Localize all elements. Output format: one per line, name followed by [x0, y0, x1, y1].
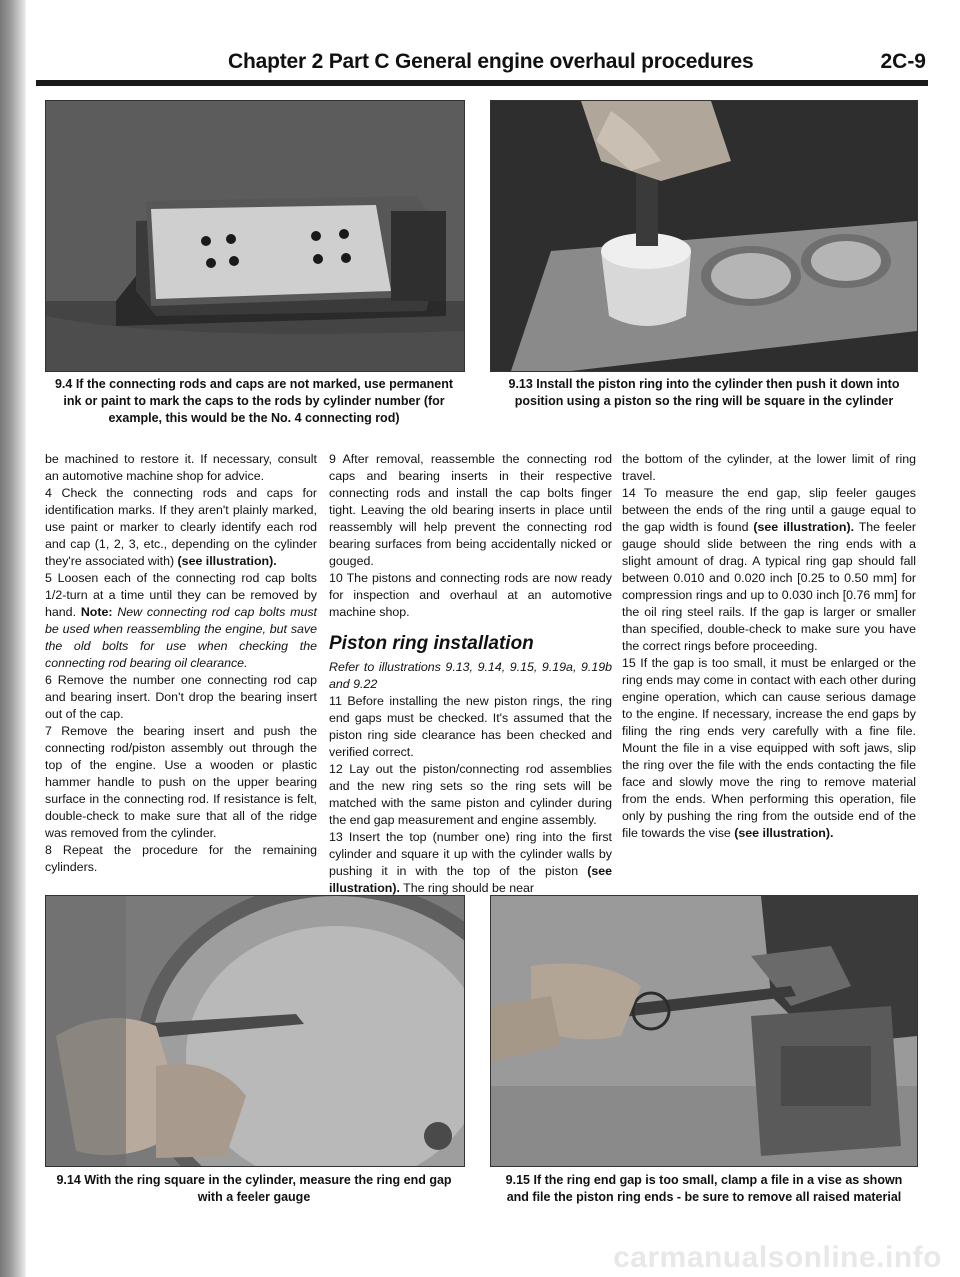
note-label: Note:: [80, 605, 113, 619]
figure-9-4-photo: [45, 100, 465, 372]
page-binding-shadow: [0, 0, 26, 1277]
figure-9-15-photo: [490, 895, 918, 1167]
section-heading: Piston ring installation: [329, 633, 534, 654]
figure-9-14-photo: [45, 895, 465, 1167]
paragraph-step-9: 9 After removal, reassemble the connecting rod caps and bearing inserts in their respective connecting rods and install the cap bolts finger tight. Leaving the old bearing inserts in place until reassembly will help prevent the connecting rod bearing surfaces from being accidentally nicked or gouged.: [329, 452, 612, 568]
illustration-reference: (see illustration).: [753, 520, 855, 534]
watermark-text: carmanualsonline.info: [613, 1241, 942, 1274]
paragraph-text: 14 To measure the end gap, slip feeler gauges between the ends of the ring until a gauge equal to the gap width is found: [622, 486, 916, 534]
connecting-rod-cap-photo: [46, 101, 464, 371]
paragraph-text: 13 Insert the top (number one) ring into the first cylinder and square it up with the cylinder walls by pushing it in with the top of the piston: [329, 830, 612, 878]
illustration-refer-line: Refer to illustrations 9.13, 9.14, 9.15, 9.19a, 9.19b and 9.22: [329, 660, 612, 691]
illustration-reference: (see illustration).: [329, 864, 612, 895]
paragraph-continued: the bottom of the cylinder, at the lower limit of ring travel.: [622, 452, 916, 483]
paragraph-text: 15 If the gap is too small, it must be enlarged or the ring ends may come in contact with each other during engine operation, which can cause serious damage to the engine. If necessary, increase the end gaps by filing the ring ends very carefully with a fine file. Mount the file in a vise equipped with soft jaws, slip the ring over the file with the ends contacting the file face and slowly move the ring to remove material from the ends. When performing this operation, file only by pushing the ring from the outside end of the file towards the vise: [622, 656, 916, 840]
page-header-title: Chapter 2 Part C General engine overhaul procedures: [228, 50, 754, 73]
paragraph-step-4: [45, 485, 317, 570]
page-number: 2C-9: [880, 50, 926, 73]
paragraph-step-10: 10 The pistons and connecting rods are now ready for inspection and overhaul at an automotive machine shop.: [329, 571, 612, 619]
text-column-2: [329, 451, 612, 897]
paragraph-step-14: [622, 485, 916, 655]
paragraph-step-6: 6 Remove the number one connecting rod cap and bearing insert. Don't drop the bearing insert out of the cap.: [45, 673, 317, 721]
paragraph-step-11: 11 Before installing the new piston rings, the ring end gaps must be checked. It's assumed that the piston ring side clearance has been checked and verified correct.: [329, 694, 612, 759]
file-in-vise-photo: [491, 896, 917, 1166]
paragraph-step-8: 8 Repeat the procedure for the remaining cylinders.: [45, 843, 317, 874]
paragraph-step-13: [329, 829, 612, 897]
paragraph-text: 4 Check the connecting rods and caps for identification marks. If they aren't plainly marked, use paint or marker to clearly identify each rod and cap (1, 2, 3, etc., depending on the cylinder they're associated with): [45, 486, 317, 568]
paragraph-text: 5 Loosen each of the connecting rod cap bolts 1/2-turn at a time until they can be removed by hand.: [45, 571, 317, 619]
figure-9-13-photo: [490, 100, 918, 372]
text-column-3: [622, 451, 916, 842]
figure-9-4-caption: 9.4 If the connecting rods and caps are not marked, use permanent ink or paint to mark the caps to the rods by cylinder number (for example, this would be the No. 4 connecting rod): [54, 377, 454, 425]
paragraph-step-7: 7 Remove the bearing insert and push the connecting rod/piston assembly out through the top of the engine. Use a wooden or plastic hammer handle to push on the upper bearing surface in the connecting rod. If resistance is felt, double-check to make sure that all of the ridge was removed from the cylinder.: [45, 724, 317, 840]
illustration-reference: (see illustration).: [177, 554, 277, 568]
figure-9-15-caption: 9.15 If the ring end gap is too small, clamp a file in a vise as shown and file the piston ring ends - be sure to remove all raised material: [505, 1173, 903, 1204]
paragraph-text: The ring should be near: [403, 881, 535, 895]
figure-9-13-caption: 9.13 Install the piston ring into the cylinder then push it down into position using a piston so the ring will be square in the cylinder: [508, 377, 900, 408]
piston-install-photo: [491, 101, 917, 371]
note-text: New connecting rod cap bolts must be used when reassembling the engine, but save the old bolts for use when checking the connecting rod bearing oil clearance.: [45, 605, 317, 670]
feeler-gauge-photo: [46, 896, 464, 1166]
paragraph-step-5: [45, 570, 317, 672]
text-column-1: [45, 451, 317, 876]
illustration-reference: (see illustration).: [734, 826, 834, 840]
paragraph-text: The feeler gauge should slide between the ring ends with a slight amount of drag. A typical ring gap should fall between 0.010 and 0.020 inch [0.25 to 0.50 mm] for compression rings and up to 0.030 inch [0.76 mm] for the oil ring steel rails. If the gap is larger or smaller than specified, double-check to make sure you have the correct rings before proceeding.: [622, 520, 916, 653]
header-rule: [36, 80, 928, 86]
paragraph: be machined to restore it. If necessary, consult an automotive machine shop for advice.: [45, 452, 317, 483]
figure-9-14-caption: 9.14 With the ring square in the cylinder, measure the ring end gap with a feeler gauge: [56, 1173, 452, 1204]
paragraph-step-15: [622, 655, 916, 842]
paragraph-step-12: 12 Lay out the piston/connecting rod assemblies and the new ring sets so the ring sets will be matched with the same piston and cylinder during the end gap measurement and engine assembly.: [329, 762, 612, 827]
